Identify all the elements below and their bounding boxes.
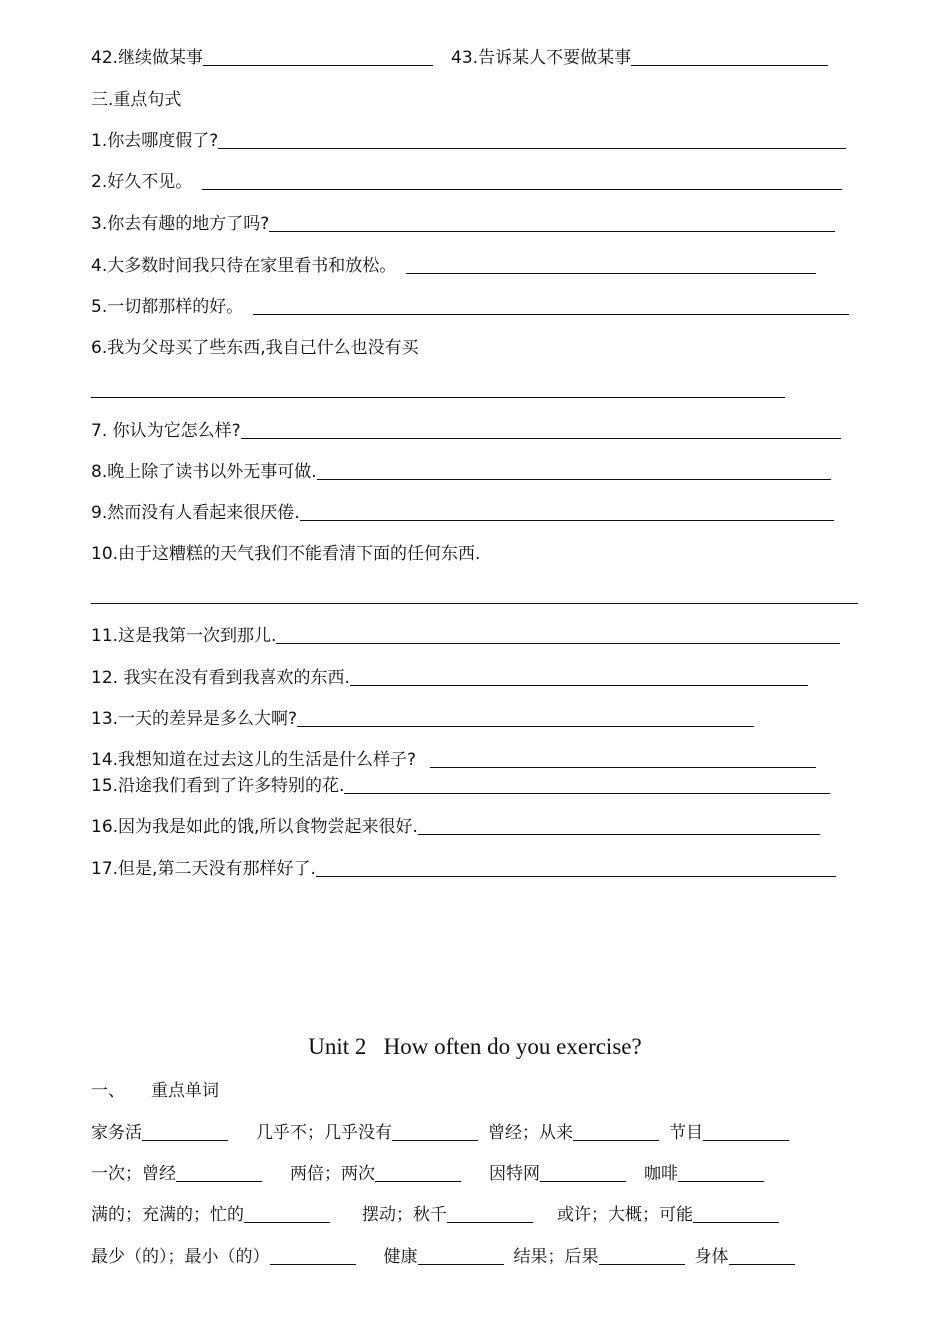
sentence-prompt: 9.然而没有人看起来很厌倦. bbox=[91, 503, 300, 523]
unit-title: How often do you exercise? bbox=[383, 1034, 642, 1059]
answer-blank[interactable] bbox=[693, 1221, 779, 1223]
answer-blank[interactable] bbox=[350, 684, 808, 686]
word-item bbox=[91, 1123, 228, 1143]
word-row-2 bbox=[91, 1160, 764, 1184]
answer-blank[interactable] bbox=[678, 1180, 764, 1182]
answer-blank[interactable] bbox=[244, 1221, 330, 1223]
word-prompt: 或许；大概；可能 bbox=[557, 1205, 693, 1225]
sentence-row-3 bbox=[91, 210, 835, 234]
word-prompt: 身体 bbox=[694, 1247, 729, 1267]
sentence-row-8 bbox=[91, 458, 831, 482]
word-item bbox=[695, 1247, 795, 1267]
sentence-prompt: 14.我想知道在过去这儿的生活是什么样子? bbox=[91, 750, 417, 770]
sentence-row-16 bbox=[91, 813, 820, 837]
sentence-prompt: 5.一切都那样的好。 bbox=[91, 297, 244, 317]
sentence-prompt: 17.但是,第二天没有那样好了. bbox=[91, 859, 316, 879]
answer-blank[interactable] bbox=[241, 437, 841, 439]
word-item bbox=[290, 1164, 461, 1184]
word-prompt: 几乎不；几乎没有 bbox=[256, 1123, 392, 1143]
answer-blank[interactable] bbox=[203, 64, 433, 66]
answer-blank[interactable] bbox=[270, 1263, 356, 1265]
word-item bbox=[669, 1123, 789, 1143]
sentence-prompt: 11.这是我第一次到那儿. bbox=[91, 626, 277, 646]
answer-blank[interactable] bbox=[599, 1263, 685, 1265]
answer-blank[interactable] bbox=[300, 519, 834, 521]
answer-blank[interactable] bbox=[406, 272, 816, 274]
answer-blank[interactable] bbox=[218, 147, 846, 149]
answer-blank[interactable] bbox=[430, 766, 816, 768]
section-3-title: 三.重点句式 bbox=[91, 90, 182, 110]
section-1-title: 重点单词 bbox=[151, 1081, 219, 1101]
word-prompt: 咖啡 bbox=[644, 1164, 678, 1184]
word-prompt: 满的；充满的；忙的 bbox=[91, 1205, 244, 1225]
word-prompt: 最少（的）；最小（的） bbox=[91, 1247, 270, 1267]
answer-blank[interactable] bbox=[573, 1139, 659, 1141]
answer-blank[interactable] bbox=[729, 1263, 795, 1265]
sentence-row-2 bbox=[91, 168, 842, 192]
answer-blank[interactable] bbox=[269, 230, 835, 232]
answer-blank[interactable] bbox=[703, 1139, 789, 1141]
unit-heading bbox=[0, 1034, 950, 1060]
word-prompt: 曾经；从来 bbox=[488, 1123, 573, 1143]
sentence-prompt: 12. 我实在没有看到我喜欢的东西. bbox=[91, 668, 350, 688]
sentence-prompt: 1.你去哪度假了? bbox=[91, 131, 219, 151]
sentence-prompt: 7. 你认为它怎么样? bbox=[91, 421, 241, 441]
answer-blank[interactable] bbox=[631, 64, 828, 66]
answer-blank[interactable] bbox=[91, 602, 858, 604]
answer-blank[interactable] bbox=[418, 833, 820, 835]
sentence-row-17 bbox=[91, 855, 836, 879]
vocab-row-42-43 bbox=[91, 44, 828, 68]
sentence-row-6 bbox=[91, 334, 419, 358]
sentence-prompt: 15.沿途我们看到了许多特别的花. bbox=[91, 776, 345, 796]
word-prompt: 结果；后果 bbox=[513, 1247, 599, 1267]
sentence-row-15 bbox=[91, 772, 830, 796]
sentence-row-10-blank bbox=[91, 582, 858, 606]
word-item bbox=[384, 1247, 504, 1267]
sentence-row-7 bbox=[91, 417, 841, 441]
sentence-row-6-blank bbox=[91, 376, 785, 400]
answer-blank[interactable] bbox=[202, 188, 842, 190]
sentence-prompt: 16.因为我是如此的饿,所以食物尝起来很好. bbox=[91, 817, 418, 837]
word-prompt: 因特网 bbox=[489, 1164, 540, 1184]
sentence-row-9 bbox=[91, 499, 834, 523]
answer-blank[interactable] bbox=[276, 642, 840, 644]
unit2-section-title bbox=[91, 1077, 219, 1101]
sentence-prompt: 2.好久不见。 bbox=[91, 172, 193, 192]
vocab-item-42: 42.继续做某事 bbox=[91, 48, 204, 68]
word-item bbox=[91, 1205, 330, 1225]
vocab-item-43: 43.告诉某人不要做某事 bbox=[451, 48, 632, 68]
answer-blank[interactable] bbox=[418, 1263, 504, 1265]
word-row-1 bbox=[91, 1119, 789, 1143]
word-prompt: 一次；曾经 bbox=[91, 1164, 176, 1184]
answer-blank[interactable] bbox=[253, 313, 849, 315]
sentence-prompt: 10.由于这糟糕的天气我们不能看清下面的任何东西. bbox=[91, 544, 481, 564]
word-item bbox=[488, 1123, 659, 1143]
sentence-row-5 bbox=[91, 293, 849, 317]
sentence-prompt: 13.一天的差异是多么大啊? bbox=[91, 709, 298, 729]
answer-blank[interactable] bbox=[392, 1139, 478, 1141]
word-row-4 bbox=[91, 1243, 795, 1267]
sentence-row-12 bbox=[91, 664, 808, 688]
sentence-row-13 bbox=[91, 705, 754, 729]
sentence-prompt: 8.晚上除了读书以外无事可做. bbox=[91, 462, 317, 482]
answer-blank[interactable] bbox=[447, 1221, 533, 1223]
answer-blank[interactable] bbox=[142, 1139, 228, 1141]
word-item bbox=[256, 1123, 478, 1143]
sentence-row-10 bbox=[91, 540, 480, 564]
word-prompt: 家务活 bbox=[91, 1123, 142, 1143]
word-item bbox=[644, 1164, 764, 1184]
word-item bbox=[91, 1164, 262, 1184]
section-title bbox=[91, 86, 181, 110]
sentence-prompt: 6.我为父母买了些东西,我自己什么也没有买 bbox=[91, 338, 419, 358]
answer-blank[interactable] bbox=[540, 1180, 626, 1182]
word-item bbox=[557, 1205, 779, 1225]
word-item bbox=[514, 1247, 685, 1267]
sentence-row-14 bbox=[91, 746, 816, 770]
word-item bbox=[362, 1205, 533, 1225]
answer-blank[interactable] bbox=[176, 1180, 262, 1182]
word-row-3 bbox=[91, 1201, 779, 1225]
sentence-prompt: 3.你去有趣的地方了吗? bbox=[91, 214, 270, 234]
word-prompt: 节目 bbox=[669, 1123, 703, 1143]
word-prompt: 摆动；秋千 bbox=[362, 1205, 447, 1225]
section-number: 一、 bbox=[91, 1081, 125, 1101]
sentence-row-4 bbox=[91, 252, 816, 276]
sentence-row-11 bbox=[91, 622, 840, 646]
word-prompt: 两倍；两次 bbox=[290, 1164, 375, 1184]
answer-blank[interactable] bbox=[297, 725, 754, 727]
sentence-prompt: 4.大多数时间我只待在家里看书和放松。 bbox=[91, 256, 397, 276]
sentence-row-1 bbox=[91, 127, 846, 151]
answer-blank[interactable] bbox=[91, 396, 785, 398]
word-prompt: 健康 bbox=[383, 1247, 418, 1267]
answer-blank[interactable] bbox=[316, 875, 836, 877]
word-item bbox=[91, 1247, 356, 1267]
unit-number: Unit 2 bbox=[308, 1034, 367, 1059]
answer-blank[interactable] bbox=[317, 478, 831, 480]
answer-blank[interactable] bbox=[375, 1180, 461, 1182]
answer-blank[interactable] bbox=[344, 792, 830, 794]
word-item bbox=[489, 1164, 626, 1184]
